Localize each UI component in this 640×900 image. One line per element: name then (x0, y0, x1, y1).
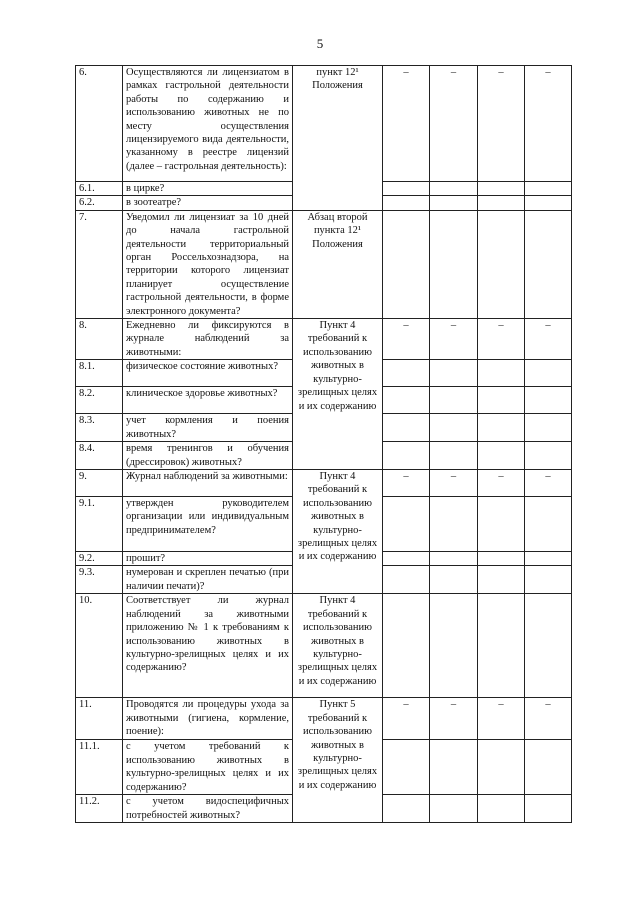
reference-text: Абзац второй пункта 12¹ Положения (293, 210, 383, 318)
row-number: 8.1. (76, 360, 123, 387)
answer-note-cell (525, 360, 572, 387)
row-number: 9.3. (76, 566, 123, 594)
table-row (76, 469, 572, 496)
answer-note-cell (525, 795, 572, 823)
answer-no-cell: – (430, 66, 478, 182)
table-row (76, 698, 572, 740)
answer-note-cell (525, 196, 572, 210)
answer-note-cell (525, 740, 572, 795)
question-text: учет кормления и поения животных? (123, 414, 293, 442)
answer-na-cell (478, 210, 525, 318)
answer-no-cell (430, 566, 478, 594)
row-number: 9.2. (76, 551, 123, 565)
row-number: 8.2. (76, 387, 123, 414)
answer-note-cell: – (525, 66, 572, 182)
question-text: с учетом видоспецифичных потребностей животных? (123, 795, 293, 823)
answer-na-cell (478, 740, 525, 795)
row-number: 11.1. (76, 740, 123, 795)
row-number: 6. (76, 66, 123, 182)
answer-na-cell (478, 360, 525, 387)
answer-no-cell (430, 594, 478, 698)
answer-yes-cell (383, 496, 430, 551)
answer-yes-cell: – (383, 319, 430, 360)
reference-text: Пункт 5 требований к использованию животных в культурно-зрелищных целях и их содержанию (293, 698, 383, 823)
answer-yes-cell (383, 210, 430, 318)
answer-yes-cell (383, 566, 430, 594)
answer-yes-cell (383, 360, 430, 387)
answer-yes-cell (383, 414, 430, 442)
answer-note-cell (525, 551, 572, 565)
answer-na-cell (478, 566, 525, 594)
answer-na-cell (478, 387, 525, 414)
reference-text: Пункт 4 требований к использованию животных в культурно-зрелищных целях и их содержанию (293, 319, 383, 470)
answer-note-cell: – (525, 698, 572, 740)
answer-no-cell (430, 414, 478, 442)
table-row (76, 594, 572, 698)
answer-note-cell: – (525, 319, 572, 360)
answer-note-cell (525, 594, 572, 698)
answer-no-cell (430, 182, 478, 196)
answer-yes-cell: – (383, 66, 430, 182)
answer-na-cell (478, 196, 525, 210)
answer-note-cell (525, 496, 572, 551)
question-text: в цирке? (123, 182, 293, 196)
row-number: 6.1. (76, 182, 123, 196)
question-text: физическое состояние животных? (123, 360, 293, 387)
answer-no-cell (430, 360, 478, 387)
row-number: 8. (76, 319, 123, 360)
reference-text: пункт 12¹ Положения (293, 66, 383, 211)
answer-yes-cell: – (383, 469, 430, 496)
answer-note-cell (525, 210, 572, 318)
question-text: с учетом требований к использованию животных в культурно-зрелищных целях и их содержанию? (123, 740, 293, 795)
answer-na-cell: – (478, 66, 525, 182)
answer-note-cell (525, 387, 572, 414)
answer-no-cell (430, 795, 478, 823)
answer-note-cell: – (525, 469, 572, 496)
question-text: Уведомил ли лицензиат за 10 дней до начала гастрольной деятельности территориальный орган Россельхознадзора, на территории которого лицензиат планирует осуществление гастрольной деятельности, в форме электронного документа? (123, 210, 293, 318)
answer-na-cell (478, 551, 525, 565)
question-text: Ежедневно ли фиксируются в журнале наблюдений за животными: (123, 319, 293, 360)
row-number: 8.4. (76, 442, 123, 470)
answer-no-cell: – (430, 319, 478, 360)
reference-text: Пункт 4 требований к использованию животных в культурно-зрелищных целях и их содержанию (293, 594, 383, 698)
answer-note-cell (525, 566, 572, 594)
answer-no-cell (430, 442, 478, 470)
answer-note-cell (525, 442, 572, 470)
answer-yes-cell (383, 387, 430, 414)
answer-na-cell (478, 594, 525, 698)
answer-no-cell (430, 210, 478, 318)
question-text: в зоотеатре? (123, 196, 293, 210)
question-text: прошит? (123, 551, 293, 565)
question-text: утвержден руководителем организации или индивидуальным предпринимателем? (123, 496, 293, 551)
answer-na-cell: – (478, 319, 525, 360)
question-text: Соответствует ли журнал наблюдений за животными приложению № 1 к требованиям к использованию животных в культурно-зрелищных целях и их содержанию? (123, 594, 293, 698)
answer-no-cell (430, 496, 478, 551)
answer-no-cell (430, 196, 478, 210)
answer-na-cell (478, 795, 525, 823)
answer-yes-cell: – (383, 698, 430, 740)
row-number: 10. (76, 594, 123, 698)
reference-text: Пункт 4 требований к использованию животных в культурно-зрелищных целях и их содержанию (293, 469, 383, 593)
row-number: 7. (76, 210, 123, 318)
row-number: 11.2. (76, 795, 123, 823)
question-text: Журнал наблюдений за животными: (123, 469, 293, 496)
answer-yes-cell (383, 442, 430, 470)
answer-na-cell: – (478, 698, 525, 740)
answer-no-cell (430, 740, 478, 795)
row-number: 9.1. (76, 496, 123, 551)
question-text: время тренингов и обучения (дрессировок) животных? (123, 442, 293, 470)
question-text: нумерован и скреплен печатью (при наличии печати)? (123, 566, 293, 594)
answer-note-cell (525, 414, 572, 442)
answer-no-cell (430, 387, 478, 414)
answer-yes-cell (383, 196, 430, 210)
row-number: 6.2. (76, 196, 123, 210)
row-number: 8.3. (76, 414, 123, 442)
row-number: 11. (76, 698, 123, 740)
table-row (76, 66, 572, 182)
answer-no-cell (430, 551, 478, 565)
answer-note-cell (525, 182, 572, 196)
page-number: 5 (316, 36, 324, 51)
answer-na-cell: – (478, 469, 525, 496)
checklist-table (75, 65, 572, 823)
answer-yes-cell (383, 551, 430, 565)
answer-na-cell (478, 182, 525, 196)
answer-na-cell (478, 442, 525, 470)
row-number: 9. (76, 469, 123, 496)
answer-yes-cell (383, 182, 430, 196)
question-text: клиническое здоровье животных? (123, 387, 293, 414)
answer-yes-cell (383, 594, 430, 698)
answer-no-cell: – (430, 698, 478, 740)
table-row (76, 210, 572, 318)
answer-yes-cell (383, 740, 430, 795)
answer-na-cell (478, 414, 525, 442)
question-text: Проводятся ли процедуры ухода за животными (гигиена, кормление, поение): (123, 698, 293, 740)
question-text: Осуществляются ли лицензиатом в рамках гастрольной деятельности работы по содержанию и использованию животных не по месту осуществления лицензируемого вида деятельности, указанному в реестре лицензий (далее – гастрольная деятельность): (123, 66, 293, 182)
answer-no-cell: – (430, 469, 478, 496)
answer-na-cell (478, 496, 525, 551)
table-row (76, 319, 572, 360)
answer-yes-cell (383, 795, 430, 823)
